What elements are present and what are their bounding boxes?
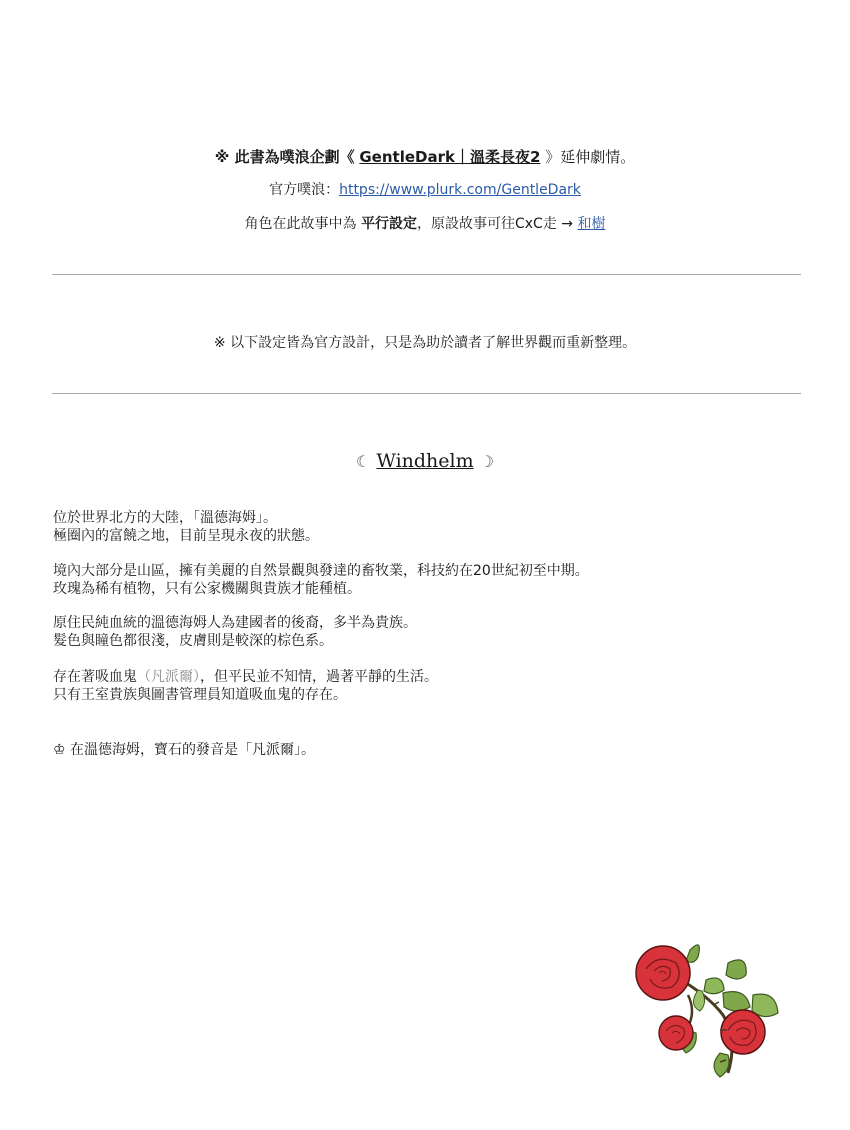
project-title: GentleDark｜溫柔長夜2 xyxy=(359,148,541,166)
parallel-mid: ，原設故事可往CxC走 → xyxy=(416,216,574,232)
section-title xyxy=(0,450,850,472)
paragraph-2 xyxy=(53,562,589,598)
rose-illustration-icon xyxy=(628,935,783,1080)
vampire-gloss: （凡派爾） xyxy=(137,669,200,685)
parallel-bold: 平行設定 xyxy=(360,216,417,232)
paragraph-line: 極圈內的富饒之地，目前呈現永夜的狀態。 xyxy=(53,528,319,544)
plurk-label: 官方噗浪： xyxy=(269,182,340,198)
divider-top xyxy=(52,274,801,275)
header-intro-line xyxy=(0,146,850,167)
parallel-prefix: 角色在此故事中為 xyxy=(244,216,357,232)
intro-suffix: 》延伸劇情。 xyxy=(545,148,636,166)
intro-prefix: ※ 此書為噗浪企劃《 xyxy=(214,148,355,166)
plurk-line xyxy=(0,179,850,199)
vampire-text: 存在著吸血鬼 xyxy=(53,669,137,685)
official-note: ※ 以下設定皆為官方設計，只是為助於讀者了解世界觀而重新整理。 xyxy=(213,335,637,351)
vampire-text-rest: ，但平民並不知情，過著平靜的生活。 xyxy=(200,669,438,685)
crescent-moon-icon: ☽ xyxy=(479,452,495,471)
paragraph-4 xyxy=(53,668,438,704)
paragraph-line xyxy=(53,668,438,686)
section-title-text: Windhelm xyxy=(376,450,474,472)
divider-bottom xyxy=(52,393,801,394)
paragraph-line: 位於世界北方的大陸，「溫德海姆」。 xyxy=(53,510,277,526)
paragraph-line: 只有王室貴族與圖書管理員知道吸血鬼的存在。 xyxy=(53,687,347,703)
gem-note: ♔ 在溫德海姆，寶石的發音是「凡派爾」。 xyxy=(53,742,315,758)
crescent-moon-icon: ☾ xyxy=(355,452,371,471)
plurk-link[interactable]: https://www.plurk.com/GentleDark xyxy=(339,182,581,198)
paragraph-3 xyxy=(53,614,417,650)
kazuki-link[interactable]: 和樹 xyxy=(577,216,606,232)
paragraph-line: 境內大部分是山區，擁有美麗的自然景觀與發達的畜牧業，科技約在20世紀初至中期。 xyxy=(53,563,589,579)
paragraph-1 xyxy=(53,509,319,545)
paragraph-line: 髮色與瞳色都很淺，皮膚則是較深的棕色系。 xyxy=(53,633,333,649)
paragraph-line: 玫瑰為稀有植物，只有公家機關與貴族才能種植。 xyxy=(53,581,361,597)
paragraph-line: 原住民純血統的溫德海姆人為建國者的後裔，多半為貴族。 xyxy=(53,615,417,631)
parallel-setting-line xyxy=(0,213,850,233)
